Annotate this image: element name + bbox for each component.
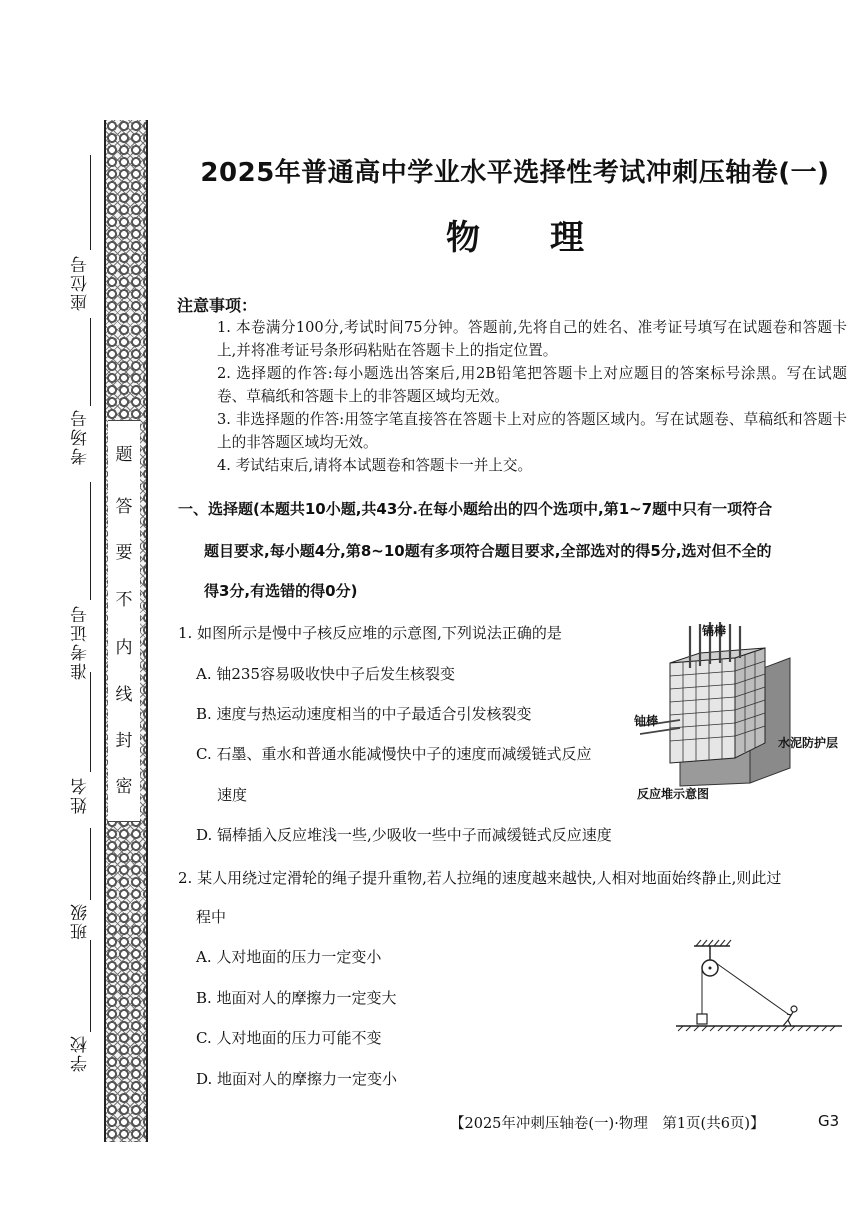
section-heading-line-2: 题目要求,每小题4分,第8~10题有多项符合题目要求,全部选对的得5分,选对但不全的: [204, 542, 772, 560]
exam-title: 2025年普通高中学业水平选择性考试冲刺压轴卷(一): [200, 158, 830, 188]
ticket-label: 准考证号: [71, 604, 91, 680]
class-line[interactable]: [90, 828, 91, 900]
school-label: 学校: [71, 1034, 91, 1072]
q2-option-b[interactable]: B. 地面对人的摩擦力一定变大: [196, 989, 397, 1007]
q2-option-a[interactable]: A. 人对地面的压力一定变小: [196, 948, 382, 966]
q1-option-c-cont: 速度: [217, 786, 248, 804]
seal-char: 要: [115, 543, 133, 563]
name-label: 姓名: [71, 776, 91, 814]
note-item-4: 4. 考试结束后,请将本试题卷和答题卡一并上交。: [217, 457, 533, 474]
room-line[interactable]: [90, 318, 91, 406]
seal-char: 密: [115, 777, 133, 797]
note-item-1: 1. 本卷满分100分,考试时间75分钟。答题前,先将自己的姓名、准考证号填写在试题卷和答题卡上,并将准考证号条形码粘贴在答题卡上的指定位置。: [217, 319, 847, 359]
ticket-line[interactable]: [90, 482, 91, 600]
q1-option-d[interactable]: D. 镉棒插入反应堆浅一些,少吸收一些中子而减缓链式反应速度: [196, 826, 612, 844]
seal-char: 内: [115, 638, 133, 658]
q2-option-c[interactable]: C. 人对地面的压力可能不变: [196, 1029, 382, 1047]
note-item-3: 3. 非选择题的作答:用签字笔直接答在答题卡上对应的答题区域内。写在试题卷、草稿纸和答题卡上的非答题区域均无效。: [217, 411, 847, 451]
q1-option-b[interactable]: B. 速度与热运动速度相当的中子最适合引发核裂变: [196, 705, 532, 723]
seal-char: 题: [115, 445, 133, 465]
room-label: 考场号: [71, 408, 91, 465]
label-cadmium-rod: 镉棒: [702, 624, 727, 638]
q2-option-d[interactable]: D. 地面对人的摩擦力一定变小: [196, 1070, 398, 1088]
q2-stem-cont: 程中: [196, 908, 227, 926]
section-heading-line-1: 一、选择题(本题共10小题,共43分.在每小题给出的四个选项中,第1~7题中只有一项符合: [178, 500, 773, 518]
class-label: 班级: [71, 902, 91, 940]
seal-char: 不: [115, 590, 133, 610]
reactor-figure: [640, 618, 850, 808]
subject-title: [190, 210, 840, 259]
seal-char: 封: [115, 731, 133, 751]
q1-option-a[interactable]: A. 铀235容易吸收快中子后发生核裂变: [196, 665, 456, 683]
subject-char-2: 理: [550, 218, 584, 258]
school-line[interactable]: [90, 940, 91, 1032]
q1-stem: 1. 如图所示是慢中子核反应堆的示意图,下列说法正确的是: [178, 624, 562, 642]
q1-option-c[interactable]: C. 石墨、重水和普通水能减慢快中子的速度而减缓链式反应: [196, 745, 592, 763]
page-footer: 【2025年冲刺压轴卷(一)·物理 第1页(共6页)】: [450, 1116, 765, 1132]
notes-heading: 注意事项：: [177, 296, 258, 315]
q2-stem: 2. 某人用绕过定滑轮的绳子提升重物,若人拉绳的速度越来越快,人相对地面始终静止,则此过: [178, 869, 782, 887]
seat-label: 座位号: [71, 254, 91, 311]
seal-char: 答: [115, 497, 133, 517]
label-uranium-rod: 铀棒: [634, 714, 659, 728]
label-concrete-layer: 水泥防护层: [778, 736, 839, 750]
figure-caption: 反应堆示意图: [637, 787, 710, 801]
pulley-figure: [670, 938, 850, 1038]
seal-band: [108, 420, 140, 822]
subject-char-1: 物: [446, 218, 480, 258]
seat-line[interactable]: [90, 155, 91, 250]
section-heading-line-3: 得3分,有选错的得0分): [204, 582, 358, 600]
seal-char: 线: [115, 685, 133, 705]
name-line[interactable]: [90, 672, 91, 772]
paper-code: G3: [818, 1112, 840, 1130]
note-item-2: 2. 选择题的作答:每小题选出答案后,用2B铅笔把答题卡上对应题目的答案标号涂黑。写在试题卷、草稿纸和答题卡上的非答题区域均无效。: [217, 365, 847, 405]
